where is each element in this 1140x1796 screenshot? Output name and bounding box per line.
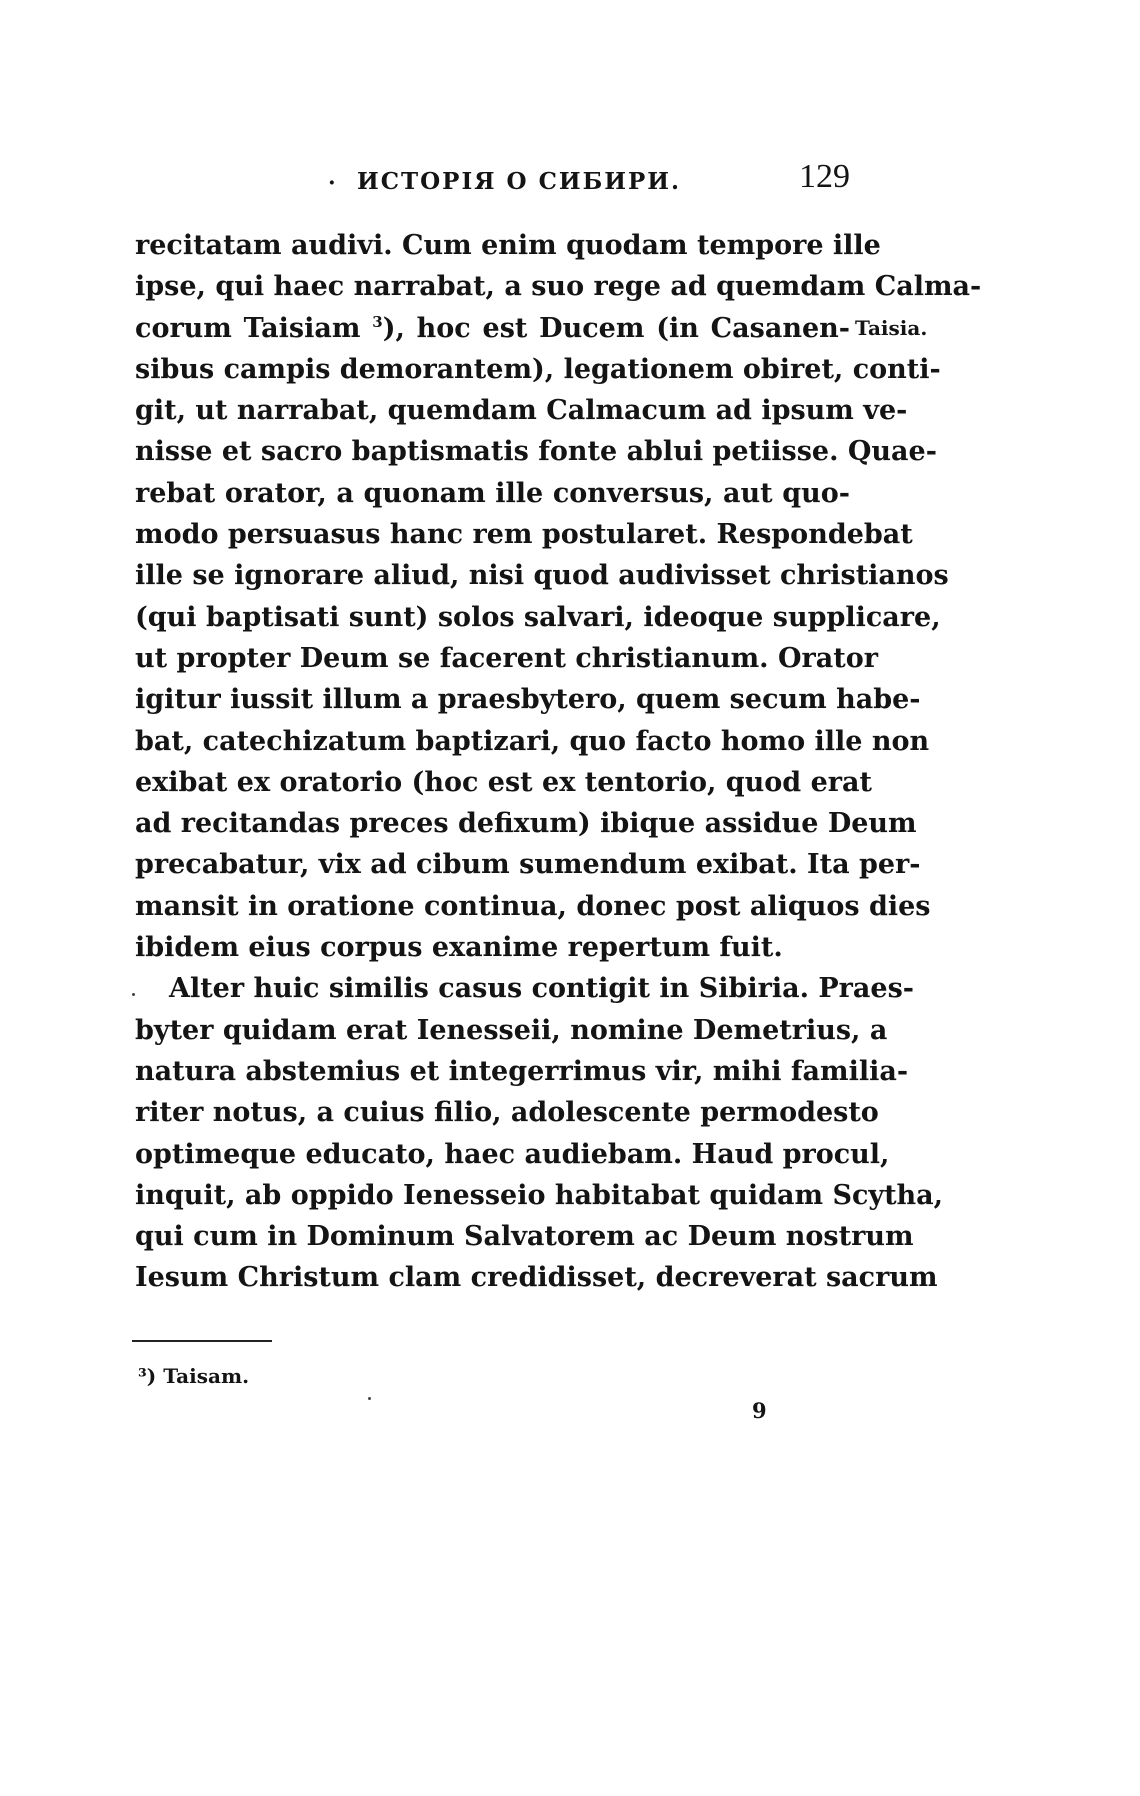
signature-mark: 9 bbox=[752, 1398, 767, 1423]
marginal-note: Taisia. bbox=[855, 316, 928, 340]
line-rest: ), hoc est Ducem (in Casanen- bbox=[382, 312, 850, 344]
text-line: bat, catechizatum baptizari, quo facto homo ille non bbox=[135, 725, 930, 757]
text-line: ipse, qui haec narrabat, a suo rege ad quemdam Calma- bbox=[135, 271, 982, 303]
footnote bbox=[138, 1364, 249, 1388]
header-dot: · bbox=[328, 170, 336, 196]
text-line: recitatam audivi. Cum enim quodam tempore ille bbox=[135, 230, 881, 261]
text-line: natura abstemius et integerrimus vir, mihi familia- bbox=[135, 1055, 909, 1087]
text-line: inquit, ab oppido Ienesseio habitabat quidam Scytha, bbox=[135, 1179, 944, 1211]
ink-speck bbox=[368, 1397, 371, 1400]
ink-speck bbox=[132, 993, 135, 996]
text-line: riter notus, a cuius filio, adolescente permodesto bbox=[135, 1097, 879, 1129]
footnote-ref: 3 bbox=[372, 312, 383, 331]
text-line: modo persuasus hanc rem postularet. Respondebat bbox=[135, 519, 913, 551]
text-line: ille se ignorare aliud, nisi quod audivisset christianos bbox=[135, 560, 949, 592]
text-line: igitur iussit illum a praesbytero, quem secum habe- bbox=[135, 684, 921, 716]
running-header bbox=[135, 158, 850, 208]
text-line: rebat orator, a quonam ille conversus, aut quo- bbox=[135, 477, 850, 509]
text-line: byter quidam erat Ienesseii, nomine Demetrius, a bbox=[135, 1014, 888, 1046]
body-text bbox=[135, 225, 982, 1299]
text-line: precabatur, vix ad cibum sumendum exibat. Ita per- bbox=[135, 849, 921, 881]
text-line: Iesum Christum clam credidisset, decreverat sacrum bbox=[135, 1262, 938, 1294]
text-line: exibat ex oratorio (hoc est ex tentorio, quod erat bbox=[135, 766, 872, 798]
running-title: ИСТОРІЯ О СИБИРИ. bbox=[357, 168, 682, 195]
footnote-text: Taisam. bbox=[163, 1364, 250, 1388]
text-line: mansit in oratione continua, donec post aliquos dies bbox=[135, 890, 931, 922]
footnote-marker: ³) bbox=[138, 1364, 157, 1388]
text-line: sibus campis demorantem), legationem obiret, conti- bbox=[135, 353, 941, 385]
text-line: optimeque educato, haec audiebam. Haud procul, bbox=[135, 1138, 890, 1170]
text-line: nisse et sacro baptismatis fonte ablui petiisse. Quae- bbox=[135, 436, 937, 468]
text-line: ut propter Deum se facerent christianum. Orator bbox=[135, 642, 878, 674]
page-number: 129 bbox=[799, 158, 850, 195]
line-start: corum Taisiam bbox=[135, 312, 361, 344]
text-line: ibidem eius corpus exanime repertum fuit. bbox=[135, 932, 783, 964]
text-line: git, ut narrabat, quemdam Calmacum ad ipsum ve- bbox=[135, 395, 908, 427]
text-line-paragraph-start: Alter huic similis casus contigit in Sibiria. Praes- bbox=[169, 973, 914, 1005]
footnote-rule bbox=[132, 1340, 272, 1342]
text-line: ad recitandas preces defixum) ibique assidue Deum bbox=[135, 808, 917, 840]
text-line: (qui baptisati sunt) solos salvari, ideoque supplicare, bbox=[135, 601, 941, 633]
text-line: qui cum in Dominum Salvatorem ac Deum nostrum bbox=[135, 1221, 914, 1253]
text-line-with-footnote-ref bbox=[135, 308, 850, 349]
